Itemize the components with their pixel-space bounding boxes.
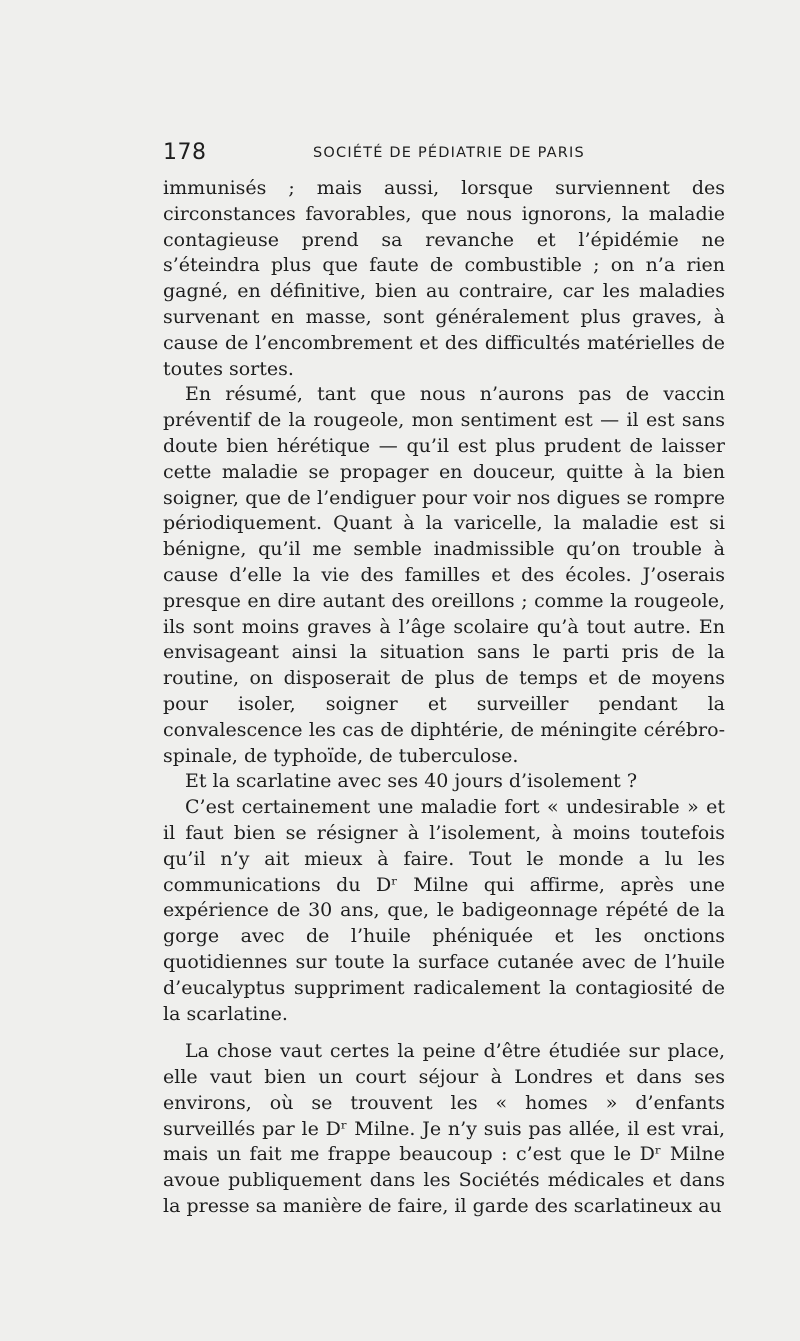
running-head: SOCIÉTÉ DE PÉDIATRIE DE PARIS xyxy=(313,145,585,161)
body-text xyxy=(163,176,725,1220)
paragraph-question: Et la scarlatine avec ses 40 jours d’isolement ? xyxy=(185,770,638,793)
paragraph-scarlatine: C’est certainement une maladie fort « undesirable » et il faut bien se résigner à l’isolement, à moins toutefois qu’il n’y ait mieux à faire. Tout le monde a lu les communications du Dʳ Milne qui affirme, après une expérience de 30 ans, que, le badigeonnage répété de la gorge avec de l’huile phéniquée et les onctions quotidiennes sur toute la surface cutanée avec de l’huile d’eucalyptus suppriment radicalement la contagiosité de la scarlatine. xyxy=(163,796,725,1025)
paragraph-summary: En résumé, tant que nous n’aurons pas de vaccin préventif de la rougeole, mon sentiment est — il est sans doute bien hérétique — qu’il est plus prudent de laisser cette maladie se propager en douceur, quitte à la bien soigner, que de l’endiguer pour voir nos digues se rompre périodiquement. Quant à la varicelle, la maladie est si bénigne, qu’il me semble inadmissible qu’on trouble à cause d’elle la vie des familles et des écoles. J’oserais presque en dire autant des oreillons ; comme la rougeole, ils sont moins graves à l’âge scolaire qu’à tout autre. En envisageant ainsi la situation sans le parti pris de la routine, on disposerait de plus de temps et de moyens pour isoler, soigner et surveiller pendant la convalescence les cas de diphtérie, de méningite cérébro-spinale, de typhoïde, de tuberculose. xyxy=(163,383,725,767)
paragraph-milne: La chose vaut certes la peine d’être étudiée sur place, elle vaut bien un court séjour à Londres et dans ses environs, où se trouvent les « homes » d’enfants surveillés par le Dʳ Milne. Je n’y suis pas allée, il est vrai, mais un fait me frappe beaucoup : c’est que le Dʳ Milne avoue publiquement dans les Sociétés médicales et dans la presse sa manière de faire, il garde des scarlatineux au xyxy=(163,1040,725,1218)
paragraph-continuation: immunisés ; mais aussi, lorsque surviennent des circonstances favorables, que nous ignorons, la maladie contagieuse prend sa revanche et l’épidémie ne s’éteindra plus que faute de combustible ; on n’a rien gagné, en définitive, bien au contraire, car les maladies survenant en masse, sont généralement plus graves, à cause de l’encombrement et des difficultés matérielles de toutes sortes. xyxy=(163,177,725,380)
page-number: 178 xyxy=(163,140,207,165)
page-header xyxy=(163,140,723,172)
